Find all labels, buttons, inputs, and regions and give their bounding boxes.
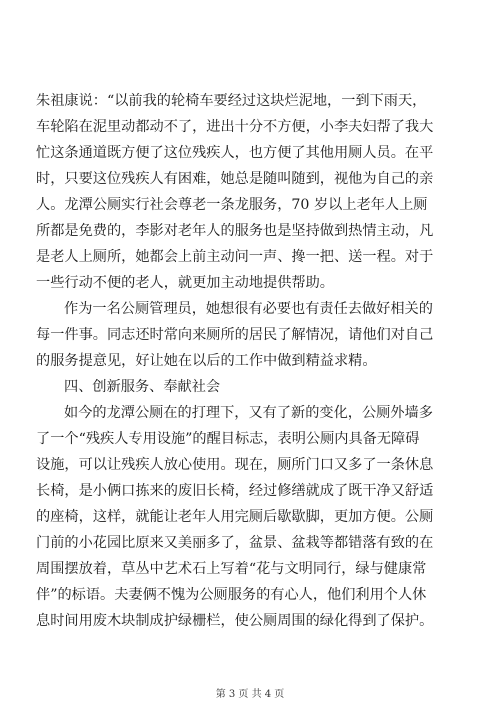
text-line: 伴”的标语。夫妻俩不愧为公厕服务的有心人，他们利用个人休 [36,587,427,603]
page-footer: 第 3 页 共 4 页 [215,689,285,700]
text-line: 如今的龙潭公厕在的打理下，又有了新的变化，公厕外墙多 [64,405,433,421]
text-line: 设施，可以让残疾人放心使用。现在，厕所门口又多了一条休息 [36,457,434,473]
text-line: 一些行动不便的老人，就更加主动地提供帮助。 [36,275,334,291]
text-line: 每一件事。同志还时常向来厕所的居民了解情况，请他们对自己 [36,327,434,343]
text-line: 了一个“残疾人专用设施”的醒目标志，表明公厕内具备无障碍 [36,431,420,447]
text-line: 息时间用废木块制成护绿栅栏，使公厕周围的绿化得到了保护。 [36,613,434,629]
text-line: 是老人上厕所，她都会上前主动问一声、搀一把、送一程。对于 [36,249,434,265]
text-line: 所都是免费的，李影对老年人的服务也是坚持做到热情主动，凡 [36,223,434,239]
body-text [36,88,462,634]
text-line: 人。龙潭公厕实行社会尊老一条龙服务，70 岁以上老年人上厕 [36,197,428,213]
text-line: 忙这条通道既方便了这位残疾人，也方便了其他用厕人员。在平 [36,145,434,161]
text-line: 的座椅，这样，就能让老年人用完厕后歇歇脚，更加方便。公厕 [36,509,434,525]
text-line: 周围摆放着，草丛中艺术石上写着“花与文明同行，绿与健康常 [36,561,427,577]
text-line: 门前的小花园比原来又美丽多了，盆景、盆栽等都错落有致的在 [36,535,434,551]
text-line: 车轮陷在泥里动都动不了，进出十分不方便，小李夫妇帮了我大 [36,119,434,135]
text-line: 的服务提意见，好让她在以后的工作中做到精益求精。 [36,353,377,369]
text-line: 作为一名公厕管理员，她想很有必要也有责任去做好相关的 [64,301,433,317]
section-heading: 四、创新服务、奉献社会 [64,379,221,395]
text-line: 长椅，是小俩口拣来的废旧长椅，经过修缮就成了既干净又舒适 [36,483,434,499]
text-line: 时，只要这位残疾人有困难，她总是随叫随到，视他为自己的亲 [36,171,434,187]
text-line: 朱祖康说：“以前我的轮椅车要经过这块烂泥地，一到下雨天， [36,93,427,109]
